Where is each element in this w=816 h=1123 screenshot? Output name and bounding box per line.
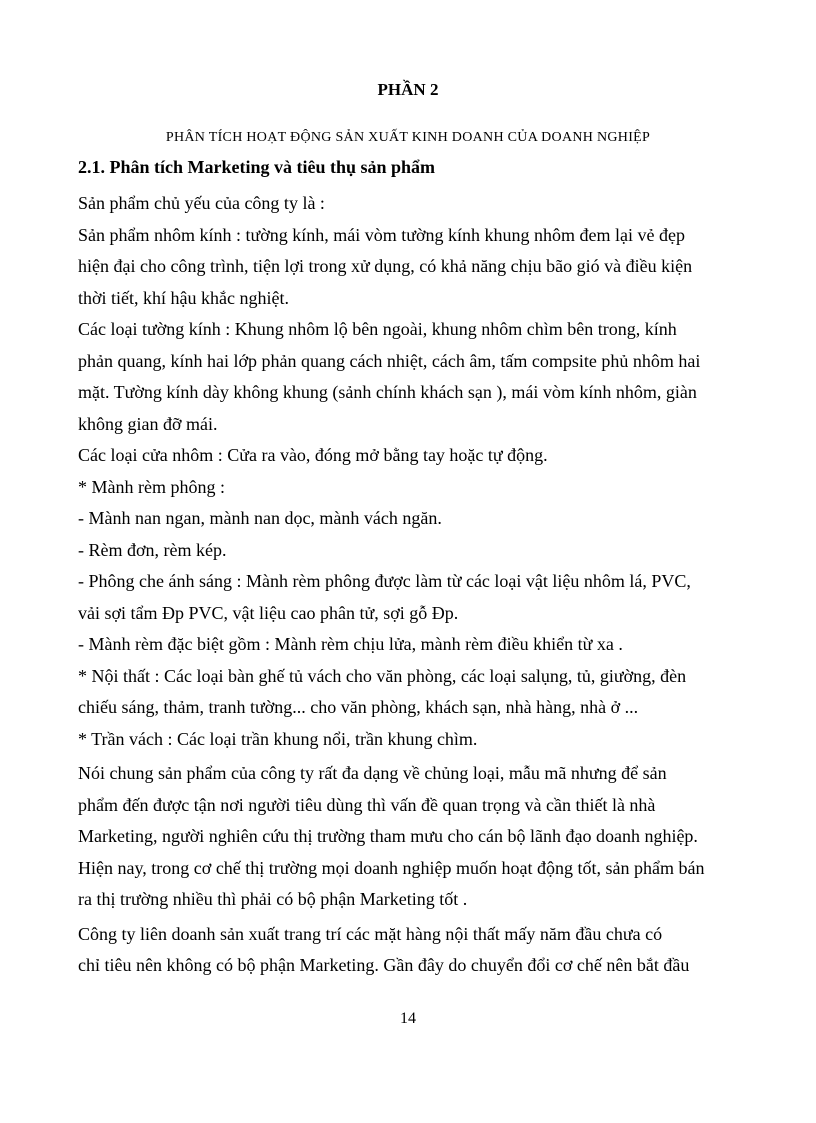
text-line: Nói chung sản phẩm của công ty rất đa dạng về chủng loại, mẫu mã nhưng để sản — [78, 763, 667, 783]
text-line: hiện đại cho công trình, tiện lợi trong xử dụng, có khả năng chịu bão gió và điều kiện — [78, 256, 693, 276]
text-line: * Trần vách : Các loại trần khung nổi, trần khung chìm. — [78, 728, 478, 749]
text-line: thời tiết, khí hậu khắc nghiệt. — [78, 287, 289, 308]
text-line: mặt. Tường kính dày không khung (sảnh chính khách sạn ), mái vòm kính nhôm, giàn — [78, 382, 697, 402]
text-line: - Rèm đơn, rèm kép. — [78, 539, 227, 560]
text-line: chỉ tiêu nên không có bộ phận Marketing. Gần đây do chuyển đổi cơ chế nên bắt đầu — [78, 955, 690, 975]
body-text — [78, 188, 758, 982]
text-line: * Mành rèm phông : — [78, 476, 225, 497]
text-line: Các loại tường kính : Khung nhôm lộ bên ngoài, khung nhôm chìm bên trong, kính — [78, 319, 677, 339]
text-line: chiếu sáng, thảm, tranh tường... cho văn phòng, khách sạn, nhà hàng, nhà ở ... — [78, 697, 639, 717]
text-line: - Mành nan ngan, mành nan dọc, mành vách ngăn. — [78, 508, 442, 528]
text-line: Sản phẩm chủ yếu của công ty là : — [78, 193, 325, 213]
text-line: - Phông che ánh sáng : Mành rèm phông được làm từ các loại vật liệu nhôm lá, PVC, — [78, 571, 691, 591]
section-heading: 2.1. Phân tích Marketing và tiêu thụ sản phẩm — [78, 157, 436, 177]
text-line: ra thị trường nhiều thì phải có bộ phận Marketing tốt . — [78, 889, 468, 909]
text-line: phẩm đến được tận nơi người tiêu dùng thì vấn đề quan trọng và cần thiết là nhà — [78, 794, 656, 815]
text-line: * Nội thất : Các loại bàn ghế tủ vách cho văn phòng, các loại salụng, tủ, giường, đèn — [78, 665, 687, 686]
page-number: 14 — [400, 1010, 416, 1027]
part-title: PHẦN 2 — [377, 80, 439, 99]
text-line: Các loại cửa nhôm : Cửa ra vào, đóng mở bằng tay hoặc tự động. — [78, 445, 548, 465]
text-line: Sản phẩm nhôm kính : tường kính, mái vòm tường kính khung nhôm đem lại vẻ đẹp — [78, 224, 685, 245]
text-line: không gian đỡ mái. — [78, 413, 218, 434]
text-line: Công ty liên doanh sản xuất trang trí các mặt hàng nội thất mấy năm đầu chưa có — [78, 923, 663, 944]
text-line: phản quang, kính hai lớp phản quang cách nhiệt, cách âm, tấm compsite phủ nhôm hai — [78, 350, 701, 371]
text-line: vải sợi tẩm Đp PVC, vật liệu cao phân tử, sợi gỗ Đp. — [78, 602, 459, 623]
text-line: Marketing, người nghiên cứu thị trường tham mưu cho cán bộ lãnh đạo doanh nghiệp. — [78, 826, 698, 846]
text-line: Hiện nay, trong cơ chế thị trường mọi doanh nghiệp muốn hoạt động tốt, sản phẩm bán — [78, 857, 705, 878]
text-line: - Mành rèm đặc biệt gồm : Mành rèm chịu lửa, mành rèm điều khiển từ xa . — [78, 634, 623, 654]
chapter-title: PHÂN TÍCH HOẠT ĐỘNG SẢN XUẤT KINH DOANH CỦA DOANH NGHIỆP — [165, 130, 651, 145]
